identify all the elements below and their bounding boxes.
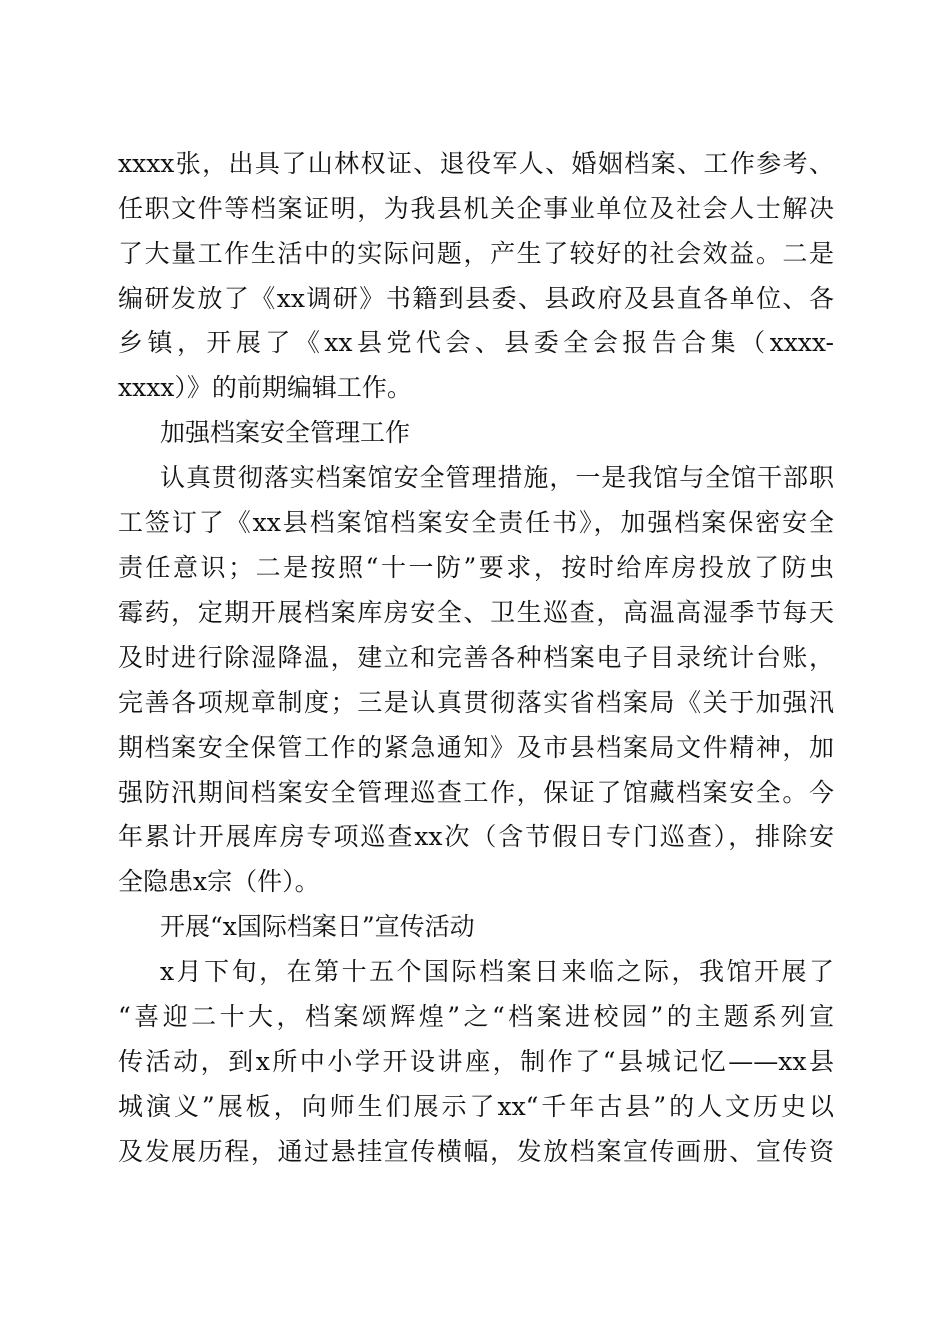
paragraph-3-line: “喜迎二十大，档案颂辉煌”之“档案进校园”的主题系列宣 [118, 1002, 834, 1031]
paragraph-2-line: 年累计开展库房专项巡查xx次（含节假日专门巡查），排除安 [118, 822, 834, 851]
paragraph-1-line: 了大量工作生活中的实际问题，产生了较好的社会效益。二是 [118, 239, 834, 268]
paragraph-1-line: xxxx张，出具了山林权证、退役军人、婚姻档案、工作参考、 [118, 149, 834, 178]
paragraph-2-line: 霉药，定期开展档案库房安全、卫生巡查，高温高湿季节每天 [118, 598, 834, 627]
paragraph-3-line: 城演义”展板，向师生们展示了xx“千年古县”的人文历史以 [118, 1092, 834, 1121]
section-heading-archive-day: 开展“x国际档案日”宣传活动 [160, 912, 475, 941]
paragraph-1-line: 编研发放了《xx调研》书籍到县委、县政府及县直各单位、各 [118, 284, 834, 313]
paragraph-3-line: 及发展历程，通过悬挂宣传横幅，发放档案宣传画册、宣传资 [118, 1137, 834, 1166]
paragraph-2-line: 期档案安全保管工作的紧急通知》及市县档案局文件精神，加 [118, 733, 834, 762]
paragraph-2-line: 及时进行除湿降温，建立和完善各种档案电子目录统计台账， [118, 643, 834, 672]
paragraph-1-line: xxxx）》的前期编辑工作。 [118, 373, 412, 402]
paragraph-2-line: 全隐患x宗（件）。 [118, 867, 320, 896]
paragraph-2-line: 认真贯彻落实档案馆安全管理措施，一是我馆与全馆干部职 [160, 463, 834, 492]
paragraph-1-line: 任职文件等档案证明，为我县机关企事业单位及社会人士解决 [118, 194, 834, 223]
section-heading-security: 加强档案安全管理工作 [160, 418, 411, 447]
paragraph-2-line: 完善各项规章制度；三是认真贯彻落实省档案局《关于加强汛 [118, 688, 834, 717]
paragraph-3-line: x月下旬，在第十五个国际档案日来临之际，我馆开展了 [160, 957, 834, 986]
paragraph-1-line: 乡镇，开展了《xx县党代会、县委全会报告合集（xxxx- [118, 328, 834, 357]
paragraph-2-line: 强防汛期间档案安全管理巡查工作，保证了馆藏档案安全。今 [118, 778, 834, 807]
paragraph-3-line: 传活动，到x所中小学开设讲座，制作了“县城记忆——xx县 [118, 1047, 834, 1076]
paragraph-2-line: 工签订了《xx县档案馆档案安全责任书》，加强档案保密安全 [118, 508, 834, 537]
paragraph-2-line: 责任意识；二是按照“十一防”要求，按时给库房投放了防虫 [118, 553, 834, 582]
